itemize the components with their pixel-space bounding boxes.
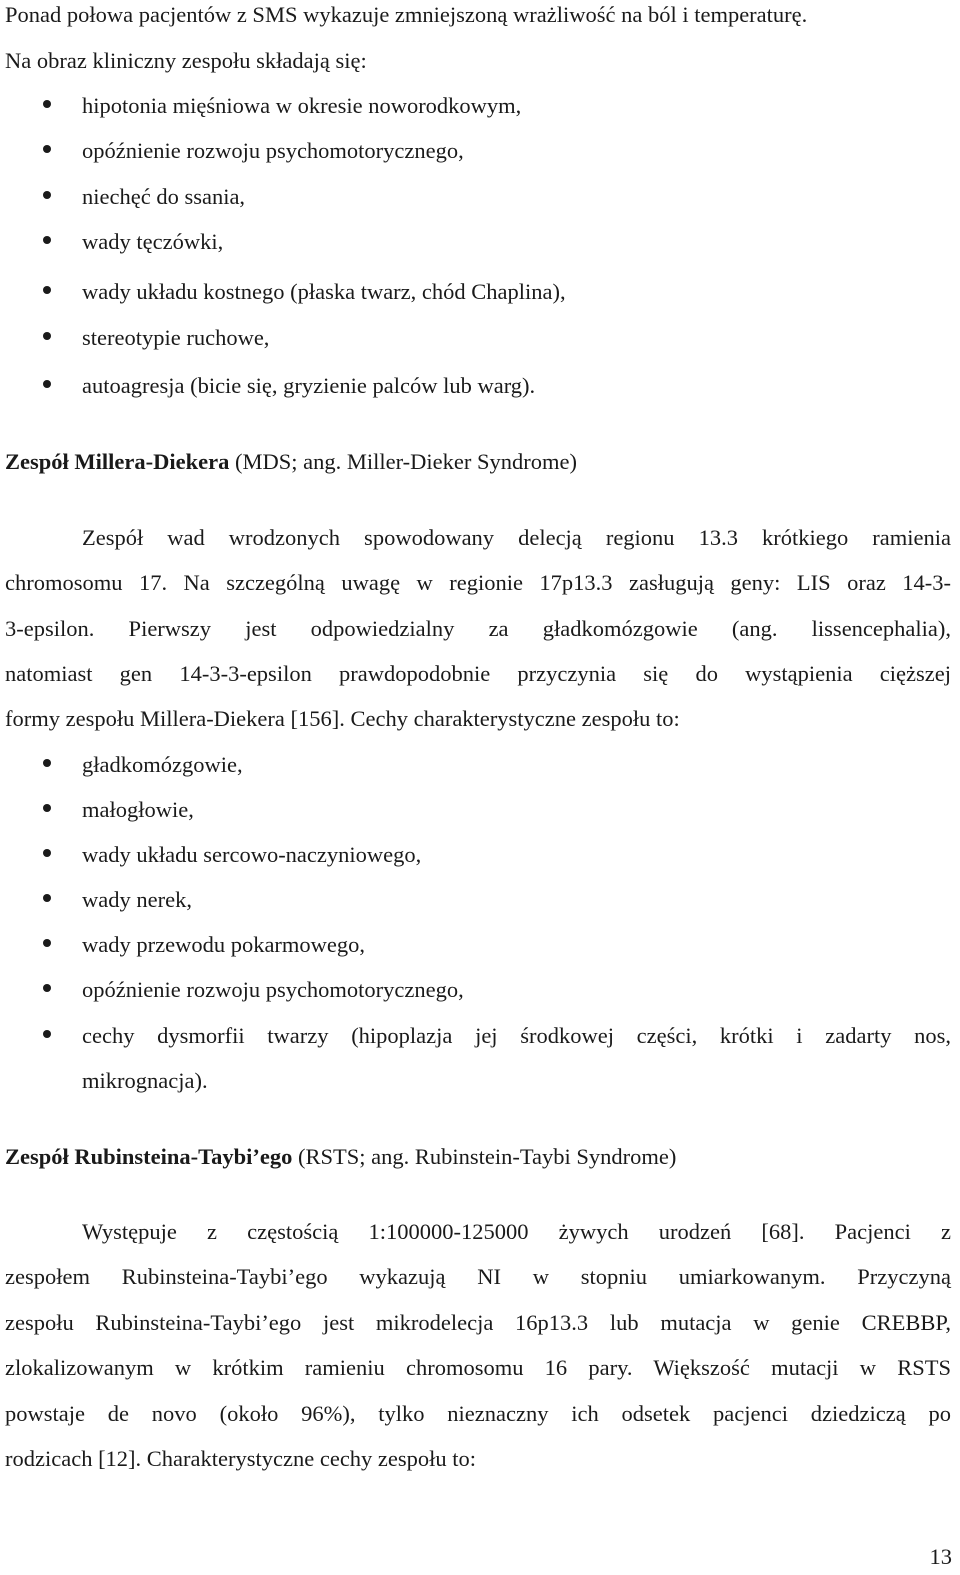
page-number: 13 (929, 1544, 952, 1569)
section-heading-mds (5, 451, 577, 474)
bullet-icon (43, 849, 51, 857)
list-item: gładkomózgowie, (82, 752, 243, 777)
bullet-icon (43, 332, 51, 340)
heading-rest: (RSTS; ang. Rubinstein-Taybi Syndrome) (292, 1144, 677, 1169)
bullet-icon (43, 191, 51, 199)
list-item: wady tęczówki, (82, 229, 224, 254)
paragraph-line: rodzicach [12]. Charakterystyczne cechy zespołu to: (5, 1446, 477, 1471)
bullet-icon (43, 759, 51, 767)
bullet-icon (43, 286, 51, 294)
paragraph-line: formy zespołu Millera-Diekera [156]. Cechy charakterystyczne zespołu to: (5, 706, 680, 731)
paragraph-line: zespołu Rubinsteina-Taybi’ego jest mikrodelecja 16p13.3 lub mutacja w genie CREBBP, (5, 1310, 951, 1335)
paragraph-line: 3-epsilon. Pierwszy jest odpowiedzialny za gładkomózgowie (ang. lissencephalia), (5, 616, 951, 641)
section-heading-rsts (5, 1146, 676, 1169)
list-item: opóźnienie rozwoju psychomotorycznego, (82, 977, 464, 1002)
paragraph-line: chromosomu 17. Na szczególną uwagę w regionie 17p13.3 zasługują geny: LIS oraz 14-3- (5, 570, 951, 595)
list-item: cechy dysmorfii twarzy (hipoplazja jej środkowej części, krótki i zadarty nos, (82, 1023, 951, 1048)
heading-rest: (MDS; ang. Miller-Dieker Syndrome) (229, 449, 577, 474)
list-item: opóźnienie rozwoju psychomotorycznego, (82, 138, 464, 163)
list-item: stereotypie ruchowe, (82, 325, 270, 350)
heading-bold: Zespół Rubinsteina-Taybi’ego (5, 1144, 293, 1169)
list-item: wady nerek, (82, 887, 192, 912)
bullet-icon (43, 236, 51, 244)
list-item: wady przewodu pokarmowego, (82, 932, 366, 957)
heading-bold: Zespół Millera-Diekera (5, 449, 230, 474)
bullet-icon (43, 984, 51, 992)
paragraph-line: natomiast gen 14-3-3-epsilon prawdopodobnie przyczynia się do wystąpienia cięższej (5, 661, 951, 686)
bullet-icon (43, 380, 51, 388)
list-item: małogłowie, (82, 797, 194, 822)
bullet-icon (43, 804, 51, 812)
paragraph-line: powstaje de novo (około 96%), tylko nieznaczny ich odsetek pacjenci dziedziczą po (5, 1401, 951, 1426)
bullet-icon (43, 1030, 51, 1038)
bullet-icon (43, 145, 51, 153)
intro-line: Ponad połowa pacjentów z SMS wykazuje zmniejszoną wrażliwość na ból i temperaturę. (5, 2, 808, 27)
paragraph-line: zespołem Rubinsteina-Taybi’ego wykazują NI w stopniu umiarkowanym. Przyczyną (5, 1264, 951, 1289)
list-item: hipotonia mięśniowa w okresie noworodkowym, (82, 93, 522, 118)
list-item: wady układu sercowo-naczyniowego, (82, 842, 422, 867)
paragraph-line: zlokalizowanym w krótkim ramieniu chromosomu 16 pary. Większość mutacji w RSTS (5, 1355, 951, 1380)
paragraph-line: Zespół wad wrodzonych spowodowany delecją regionu 13.3 krótkiego ramienia (82, 525, 951, 550)
list-item: wady układu kostnego (płaska twarz, chód Chaplina), (82, 279, 566, 304)
bullet-icon (43, 939, 51, 947)
list-item: autoagresja (bicie się, gryzienie palców lub warg). (82, 373, 536, 398)
bullet-icon (43, 100, 51, 108)
bullet-icon (43, 894, 51, 902)
paragraph-line: Występuje z częstością 1:100000-125000 żywych urodzeń [68]. Pacjenci z (82, 1219, 951, 1244)
list-item-continuation: mikrognacja). (82, 1068, 208, 1093)
list-item: niechęć do ssania, (82, 184, 246, 209)
intro-line: Na obraz kliniczny zespołu składają się: (5, 48, 367, 73)
